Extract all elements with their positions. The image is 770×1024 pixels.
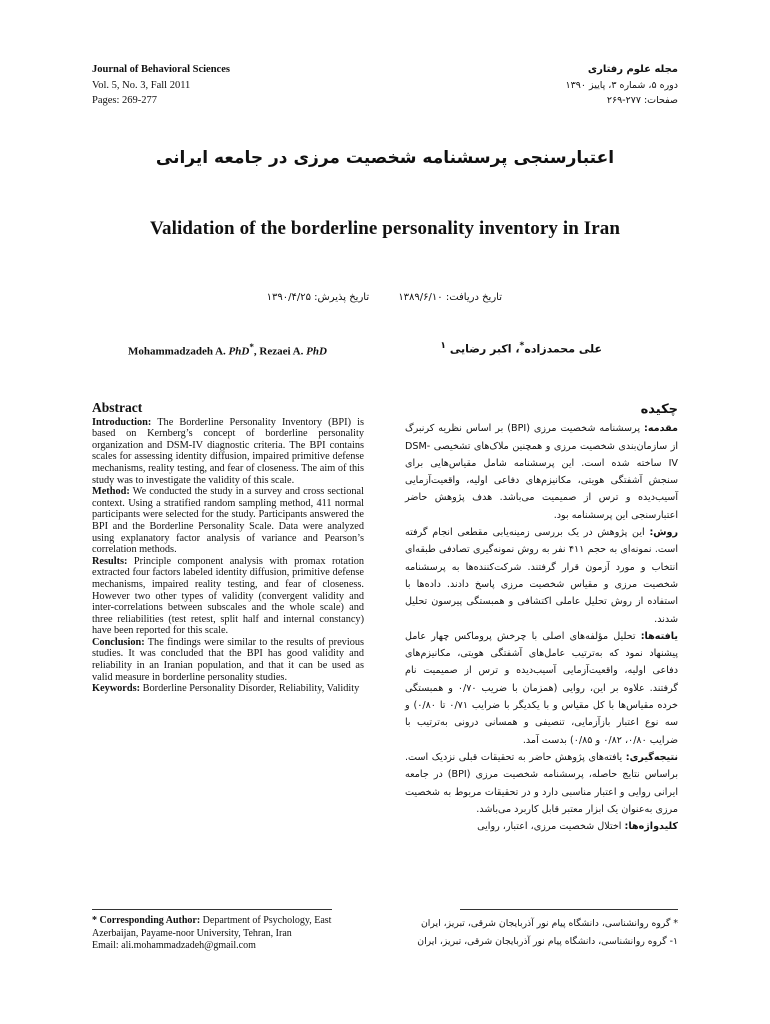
results-label-en: Results:: [92, 555, 128, 567]
footnote-en: [92, 915, 392, 953]
journal-pages-fa: صفحات: ۲۷۷-۲۶۹: [606, 95, 678, 106]
abstract-keywords-fa: [405, 818, 678, 835]
journal-volume-en: Vol. 5, No. 3, Fall 2011: [92, 79, 191, 91]
abstract-conclusion-fa: [405, 749, 678, 818]
corresponding-mark: *: [249, 342, 254, 352]
journal-name-en: Journal of Behavioral Sciences: [92, 64, 230, 75]
conclusion-label-en: Conclusion:: [92, 636, 145, 648]
abstract-en: [92, 402, 364, 695]
method-label-fa: روش:: [649, 527, 678, 539]
keywords-label-en: Keywords:: [92, 683, 141, 695]
results-text-en: Principle component analysis with promax rotation extracted four factors labeled identity diffusion, primitive defense mechanisms, impaired reality testing, and fear of closeness. However two other types of validity (convergent validity and inter-correlations between subscales and the whole scale) and three reliabilities (test retest, split half and internal constancy) have been reported for this scale.: [92, 555, 364, 637]
corresponding-mark-fa: *: [519, 340, 525, 351]
journal-name-fa: مجله علوم رفتاری: [587, 64, 678, 75]
author-1-degree: PhD: [228, 345, 250, 358]
footnote-fa: [358, 915, 678, 951]
abstract-method-en: [92, 486, 364, 556]
abstract-keywords-en: [92, 683, 364, 695]
footnote-en-line1: [92, 915, 392, 928]
footnote-fa-line2: ۱- گروه روانشناسی، دانشگاه پیام نور آذربایجان شرقی، تبریز، ایران: [417, 936, 678, 947]
keywords-label-fa: کلیدواژه‌ها:: [624, 821, 678, 833]
journal-header-fa: [378, 62, 678, 109]
keywords-text-fa: اختلال شخصیت مرزی، اعتبار، روایی: [477, 821, 625, 833]
author-separator-fa: ،: [511, 342, 520, 356]
abstract-heading-en: Abstract: [92, 400, 143, 415]
title-fa: اعتبارسنجی پرسشنامه شخصیت مرزی در جامعه ایرانی: [155, 148, 615, 168]
abstract-results-fa: [405, 628, 678, 749]
journal-volume-fa: دوره ۵، شماره ۳، پاییز ۱۳۹۰: [565, 79, 678, 91]
abstract-intro-fa: [405, 420, 678, 524]
method-text-fa: این پژوهش در یک بررسی زمینه‌یابی مقطعی انجام گرفته است. نمونه‌ای به حجم ۴۱۱ نفر به روش نمونه‌گیری تصادفی طبقه‌ای انتخاب و مورد آزمون قرار گرفتند. شرکت‌کننده‌ها به پرسشنامه شخصیت مرزی و مقیاس شخصیت مرزی پاسخ دادند. داده‌ها با استفاده از روش تحلیل عاملی اکتشافی و همبستگی پیرسون تحلیل شدند.: [405, 527, 678, 625]
corresponding-author-label: * Corresponding Author:: [92, 915, 201, 926]
conclusion-text-fa: یافته‌های پژوهش حاضر به تحقیقات قبلی نزدیک است. براساس نتایج حاصله، پرسشنامه شخصیت مرزی (BPI) در جامعه ایرانی روایی و اعتبار مناسبی دارد و در تحقیقات مربوط به شخصیت مرزی به‌عنوان یک ابزار معتبر قابل کاربرد می‌باشد.: [405, 751, 678, 815]
footnote-rule-fa: [460, 909, 678, 910]
conclusion-label-fa: نتیجه‌گیری:: [625, 751, 678, 763]
intro-label-fa: مقدمه:: [644, 423, 678, 435]
abstract-results-en: [92, 556, 364, 637]
abstract-method-fa: [405, 524, 678, 628]
received-date: تاریخ دریافت: ۱۳۸۹/۶/۱۰: [398, 292, 502, 303]
authors-en: [128, 342, 327, 358]
journal-pages-en: Pages: 269-277: [92, 95, 158, 106]
footnote-en-affiliation: Department of Psychology, East: [200, 915, 332, 926]
journal-header-en: [92, 62, 392, 109]
method-text-en: We conducted the study in a survey and cross sectional context. Using a stratified random sampling method, 411 normal participants were selected for the study. Participants answered the BPI and the Borderline Personality Scale. Data were analyzed using explanatory factor analysis of variance and Pearson’s correlation methods.: [92, 486, 364, 556]
intro-label-en: Introduction:: [92, 416, 152, 428]
method-label-en: Method:: [92, 486, 130, 498]
article-dates: [200, 292, 502, 303]
abstract-heading-fa: چکیده: [640, 402, 678, 417]
footnote-rule-en: [92, 909, 332, 910]
author-2-degree: PhD: [306, 345, 327, 358]
authors-fa: [440, 340, 602, 356]
keywords-text-en: Borderline Personality Disorder, Reliability, Validity: [140, 683, 360, 695]
intro-text-fa: پرسشنامه شخصیت مرزی (BPI) بر اساس نظریه کرنبرگ از سازمان‌بندی شخصیت مرزی و همچنین ملاک‌های تشخیصی DSM-IV ساخته شده است. این پرسشنامه شامل مقیاس‌هایی برای سنجش آشفتگی هویتی، مکانیزم‌های دفاعی اولیه، واقعیت‌آزمایی آسیب‌دیده و ترس از صمیمیت می‌باشد. هدف پژوهش حاضر اعتبارسنجی این پرسشنامه بود.: [405, 423, 678, 521]
author-2-name: Rezaei A.: [259, 345, 304, 358]
affiliation-mark-fa: ۱: [440, 340, 446, 351]
title-en: Validation of the borderline personality inventory in Iran: [149, 218, 621, 239]
author-2-name-fa: اکبر رضایی: [449, 342, 512, 356]
results-text-fa: تحلیل مؤلفه‌های اصلی با چرخش پروماکس چهار عامل پیشنهاد نمود که به‌ترتیب عامل‌های آشفتگی هویتی، مکانیزم‌های دفاعی اولیه، واقعیت‌آزمایی آسیب‌دیده و ترس از صمیمیت نام گرفتند. علاوه بر این، روایی (همزمان با ضریب ۰/۷۰ و همبستگی خرده مقیاس‌ها با کل مقیاس و با یکدیگر با ضرایب ۰/۷۱ تا ۰/۸۰) و سه نوع اعتبار بازآزمایی، تنصیفی و همسانی درونی به‌ترتیب با ضرایب ۰/۸۰، ۰/۸۲ و ۰/۸۵) بدست آمد.: [405, 630, 678, 746]
author-separator: ,: [253, 345, 260, 358]
footnote-en-line2: Azerbaijan, Payame-noor University, Tehran, Iran: [92, 927, 292, 939]
accepted-date: تاریخ پذیرش: ۱۳۹۰/۴/۲۵: [266, 292, 370, 303]
results-label-fa: یافته‌ها:: [640, 630, 678, 642]
author-1-name: Mohammadzadeh A.: [128, 345, 226, 358]
intro-text-en: The Borderline Personality Inventory (BPI) is based on Kernberg’s concept of borderline personality organization and DSM-IV diagnostic criteria. The BPI contains scales for assessing identity diffusion, impaired primitive defense mechanisms, reality testing, and fear of closeness. The aim of this study was to investigate the validity of this scale.: [92, 416, 364, 486]
author-1-name-fa: علی محمدزاده: [524, 342, 602, 356]
abstract-intro-en: [92, 417, 364, 487]
abstract-fa: [405, 401, 678, 835]
footnote-en-email: Email: ali.mohammadzadeh@gmail.com: [92, 940, 256, 951]
conclusion-text-en: The findings were similar to the results of previous studies. It was concluded that the BPI has good validity and reliability in an Iranian population, and that it can be used as valid measure in borderline personality studies.: [92, 636, 364, 683]
footnote-fa-line1: * گروه روانشناسی، دانشگاه پیام نور آذربایجان شرقی، تبریز، ایران: [420, 918, 678, 929]
abstract-conclusion-en: [92, 637, 364, 683]
